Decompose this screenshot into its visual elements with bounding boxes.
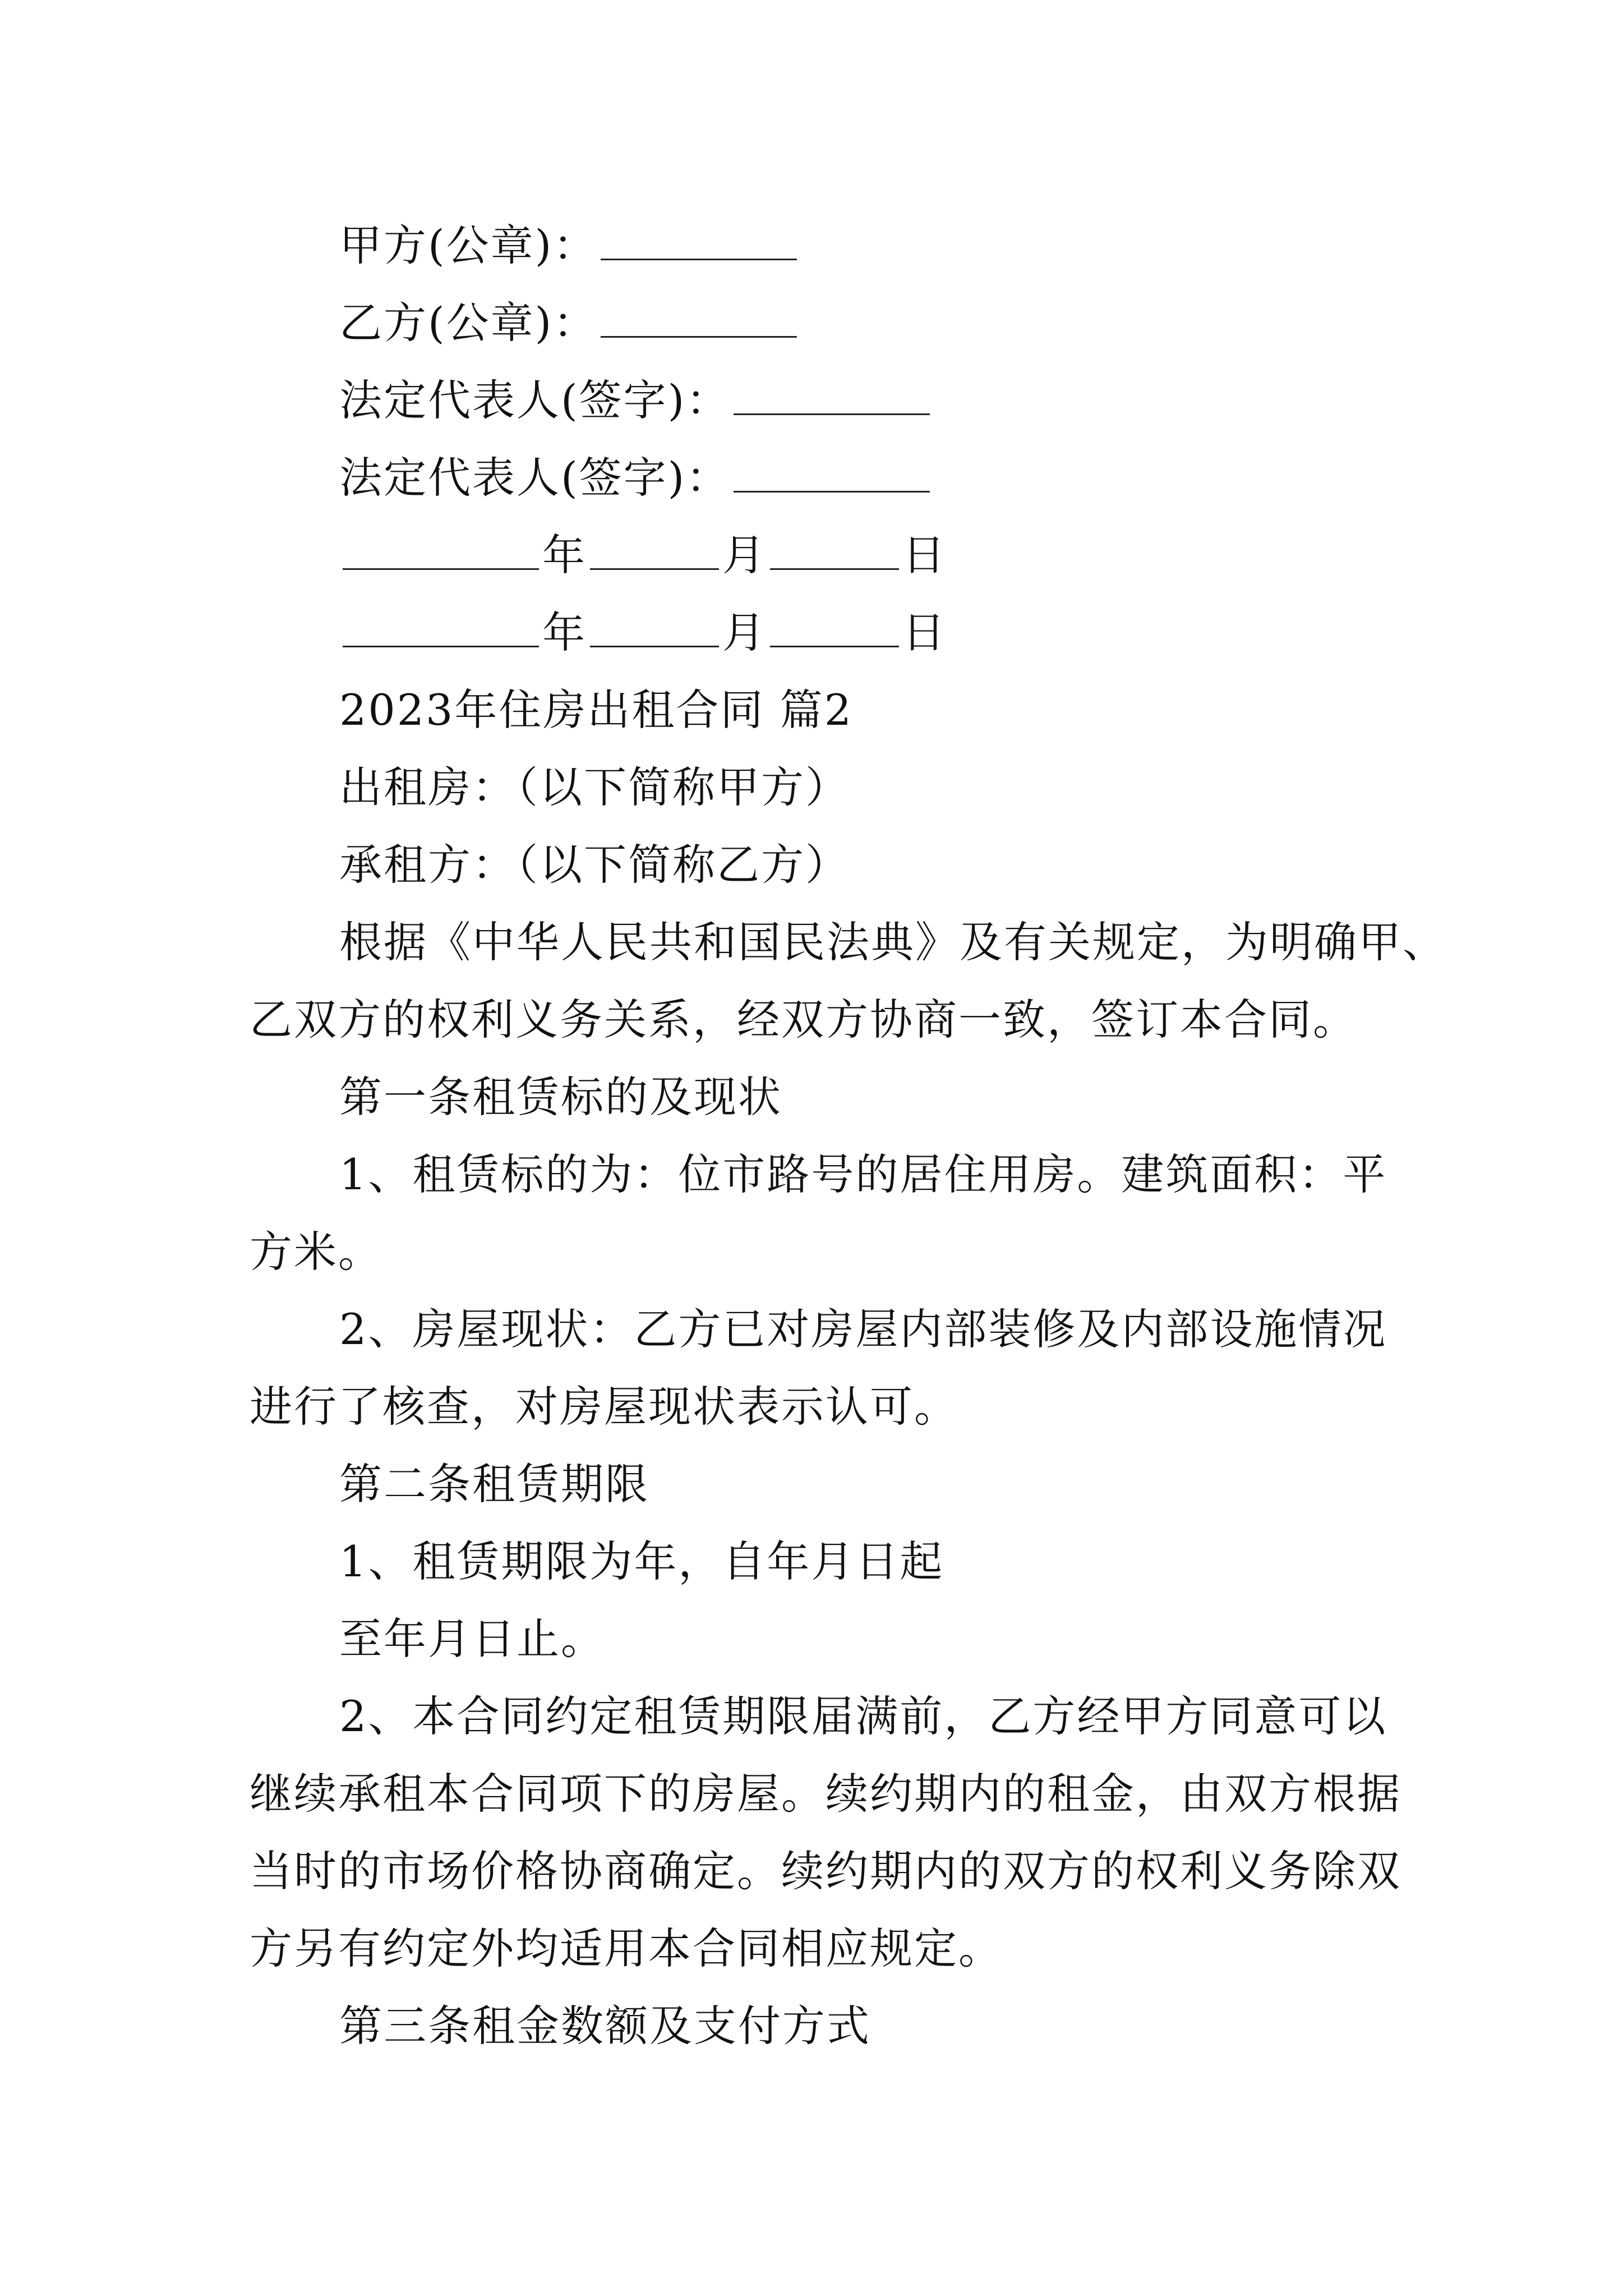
preamble-line-2: 乙双方的权利义务关系，经双方协商一致，签订本合同。 <box>250 995 1357 1045</box>
legal-rep-line-1 <box>339 372 1478 429</box>
day-blank-2 <box>770 606 899 647</box>
year-label-2: 年 <box>542 608 587 657</box>
article-2-title: 第二条租赁期限 <box>339 1459 649 1509</box>
year-blank-1 <box>343 529 539 570</box>
date-line-2 <box>339 605 1478 661</box>
article-2-para-2-line-1: 2、本合同约定租赁期限届满前，乙方经甲方同意可以 <box>339 1691 1387 1741</box>
article-1-para-2-line-1: 2、房屋现状：乙方已对房屋内部装修及内部设施情况 <box>339 1304 1387 1354</box>
article-2-para-1-line-1: 1、租赁期限为年，自年月日起 <box>339 1536 944 1586</box>
party-b-seal-label: 乙方(公章)： <box>339 298 598 348</box>
lessor-line: 出租房：（以下简称甲方） <box>339 762 850 812</box>
legal-rep-label-2: 法定代表人(签字)： <box>339 453 731 503</box>
day-label-2: 日 <box>902 608 947 657</box>
day-label-1: 日 <box>902 530 947 580</box>
party-b-seal-line <box>339 295 1478 351</box>
article-1-para-2-line-2: 进行了核查，对房屋现状表示认可。 <box>250 1382 958 1432</box>
preamble-line-1: 根据《中华人民共和国民法典》及有关规定，为明确甲、 <box>339 917 1447 967</box>
party-a-seal-line <box>339 218 1478 274</box>
legal-rep-blank-1 <box>734 374 930 415</box>
article-1-para-1-line-2: 方米。 <box>250 1227 382 1277</box>
article-2-para-2-line-4: 方另有约定外均适用本合同相应规定。 <box>250 1924 1003 1973</box>
party-a-seal-label: 甲方(公章)： <box>339 220 598 270</box>
article-2-para-2-line-2: 继续承租本合同项下的房屋。续约期内的租金，由双方根据 <box>250 1769 1401 1819</box>
lessee-line: 承租方：（以下简称乙方） <box>339 840 850 890</box>
legal-rep-label-1: 法定代表人(签字)： <box>339 375 731 425</box>
year-blank-2 <box>343 606 539 647</box>
party-b-seal-blank <box>601 297 797 338</box>
date-line-1 <box>339 527 1478 583</box>
party-a-seal-blank <box>601 219 797 260</box>
year-label-1: 年 <box>542 530 587 580</box>
article-2-para-1-line-2: 至年月日止。 <box>339 1614 605 1664</box>
month-blank-1 <box>590 529 719 570</box>
article-3-title: 第三条租金数额及支付方式 <box>339 2001 871 2051</box>
month-blank-2 <box>590 606 719 647</box>
legal-rep-blank-2 <box>734 452 930 493</box>
article-2-para-2-line-3: 当时的市场价格协商确定。续约期内的双方的权利义务除双 <box>250 1846 1401 1896</box>
month-label-2: 月 <box>722 608 767 657</box>
month-label-1: 月 <box>722 530 767 580</box>
day-blank-1 <box>770 529 899 570</box>
article-1-title: 第一条租赁标的及现状 <box>339 1072 782 1122</box>
legal-rep-line-2 <box>339 450 1478 506</box>
contract-heading: 2023年住房出租合同 篇2 <box>339 685 853 735</box>
article-1-para-1-line-1: 1、租赁标的为：位市路号的居住用房。建筑面积：平 <box>339 1149 1387 1199</box>
